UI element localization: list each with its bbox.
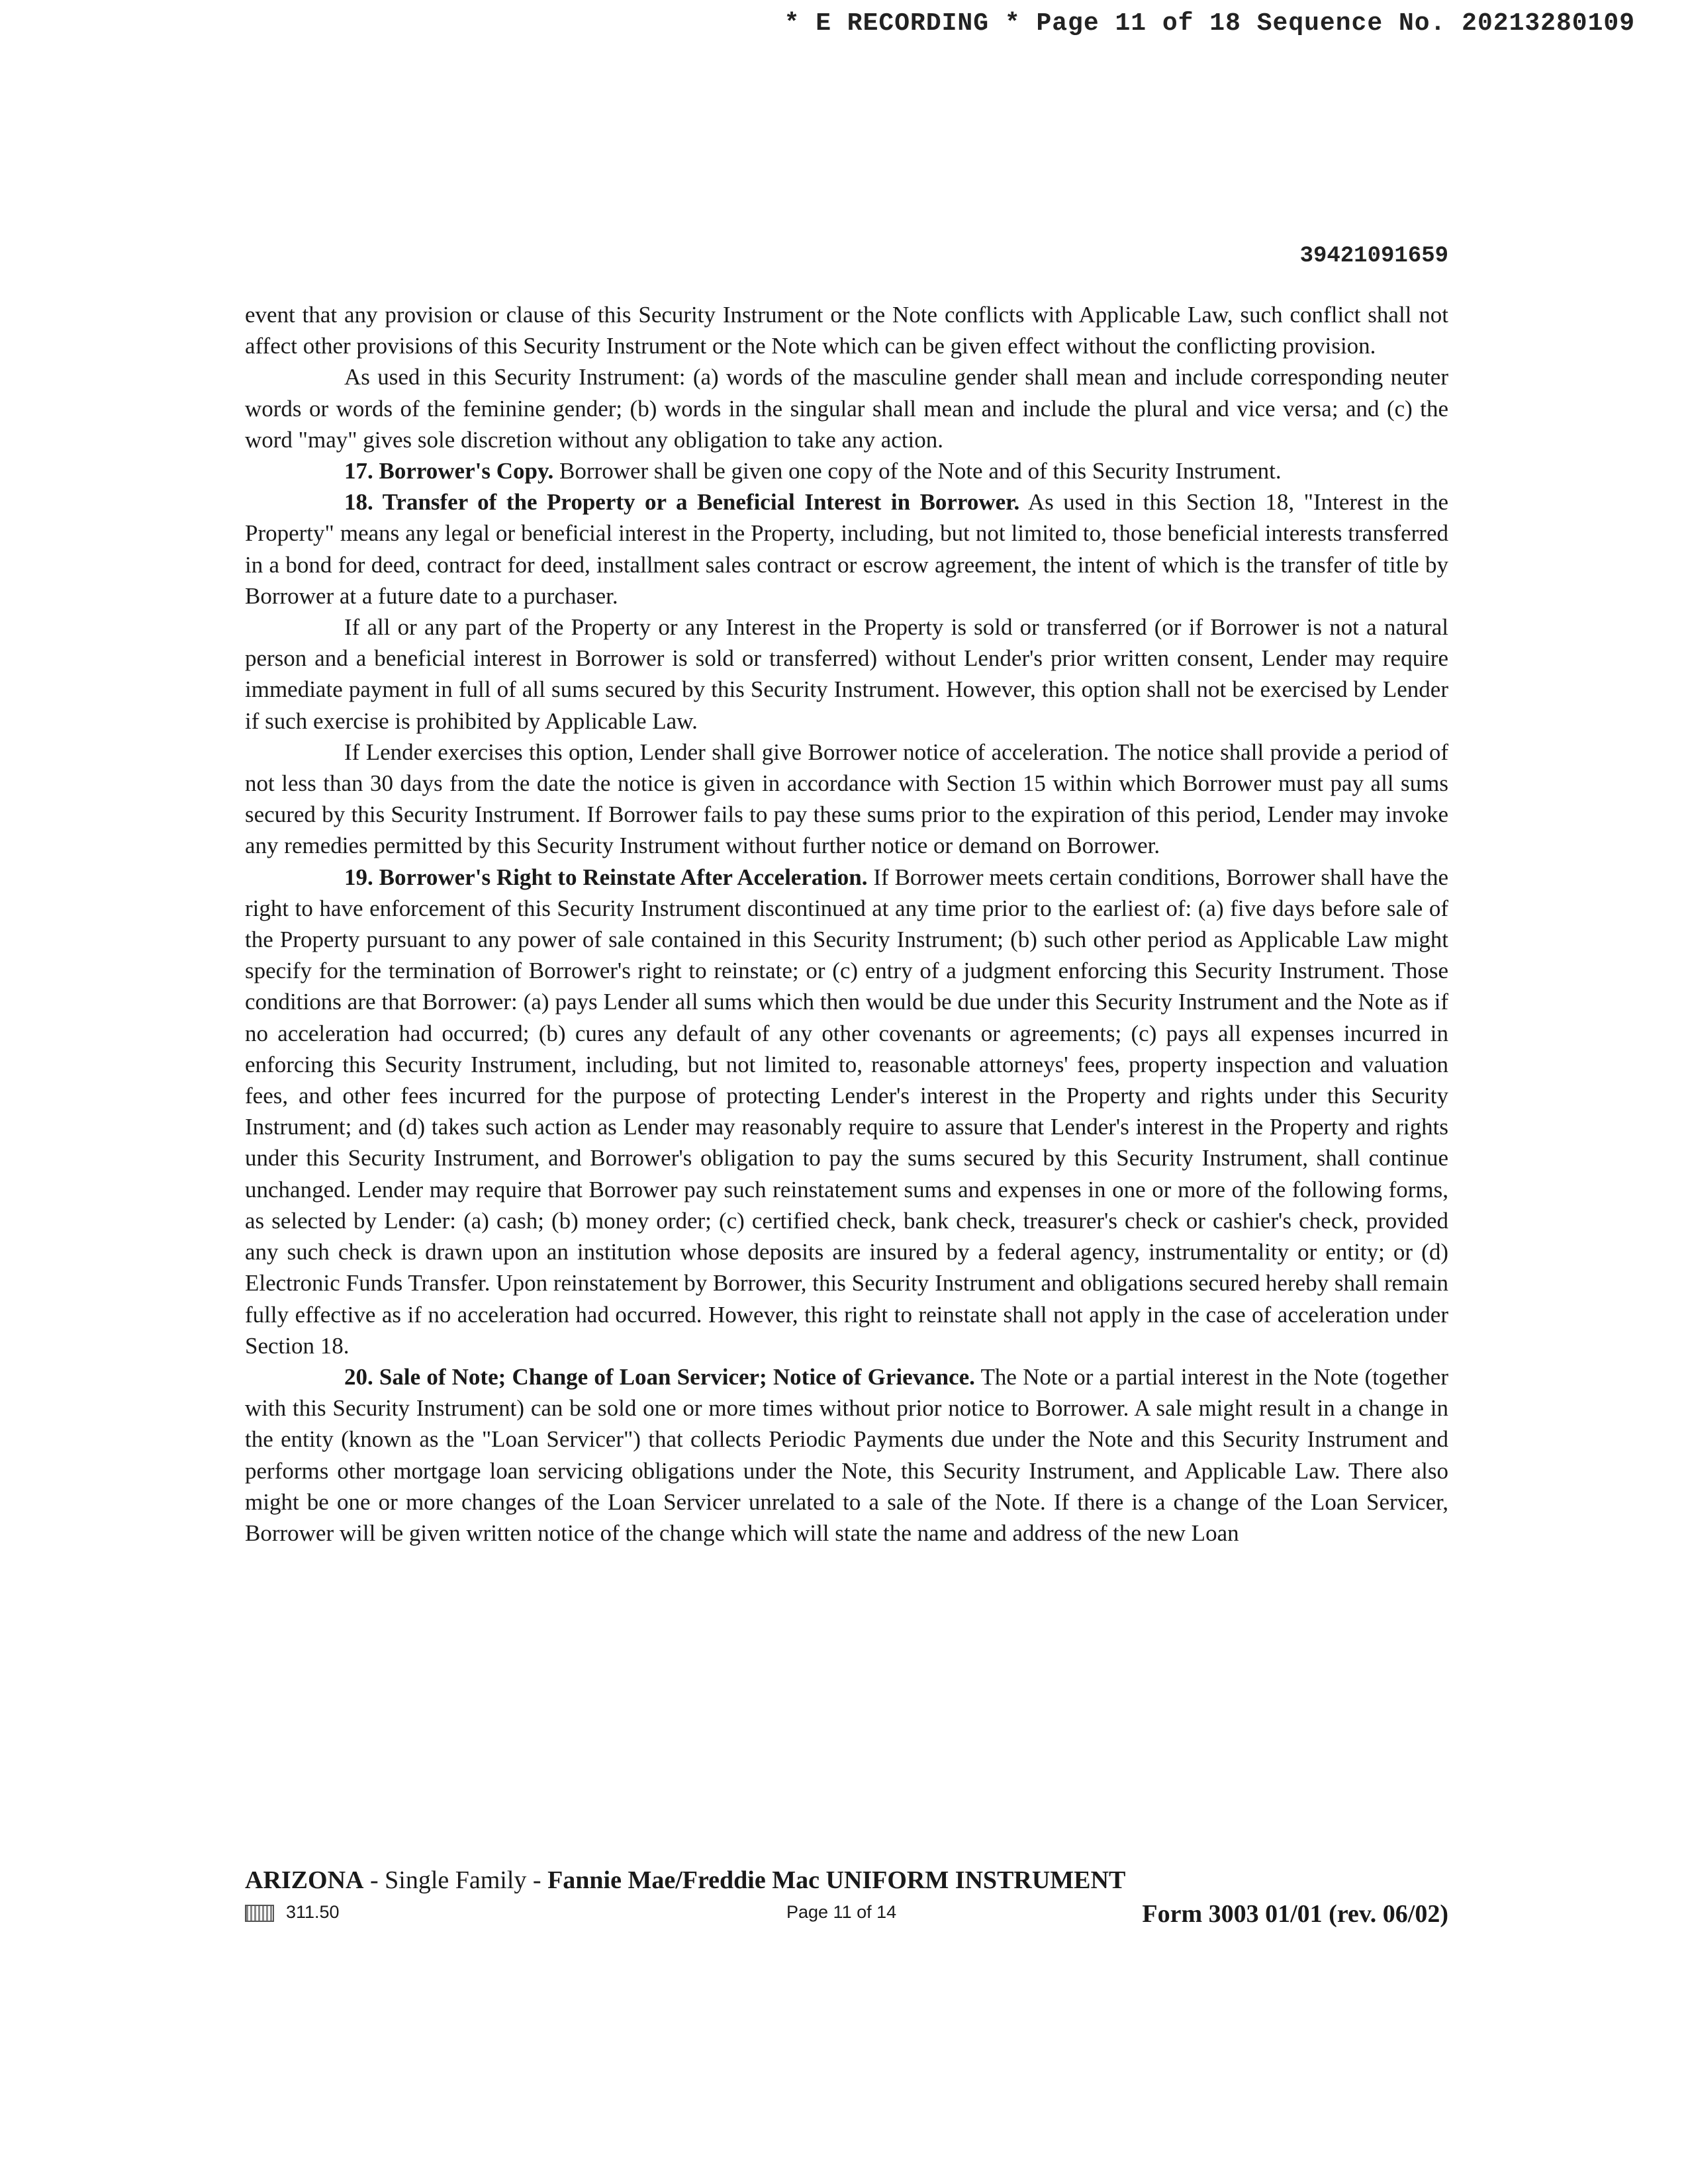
- footer-instrument: Fannie Mae/Freddie Mac UNIFORM INSTRUMENT: [547, 1866, 1126, 1894]
- section-19-right-to-reinstate: [245, 862, 1448, 1361]
- section-heading: 17. Borrower's Copy.: [344, 458, 554, 484]
- section-heading: 20. Sale of Note; Change of Loan Servicer; Notice of Grievance.: [344, 1363, 975, 1390]
- footer-state: ARIZONA: [245, 1866, 364, 1894]
- footer-code-number: 311.50: [286, 1902, 340, 1922]
- paragraph-sale-or-transfer: [245, 612, 1448, 737]
- loan-number: 39421091659: [1299, 244, 1448, 269]
- paragraph-text: If Lender exercises this option, Lender shall give Borrower notice of acceleration. The notice shall provide a period of not less than 30 days from the date the notice is given in accordance with Section 15 within which Borrower must pay all sums secured by this Security Instrument. If Borrower fails to pay these sums prior to the expiration of this period, Lender may invoke any remedies permitted by this Security Instrument without further notice or demand on Borrower.: [245, 739, 1448, 859]
- page-footer: [245, 1865, 1448, 1933]
- footer-form-number: Form 3003 01/01 (rev. 06/02): [1142, 1900, 1448, 1928]
- paragraph-text: Borrower shall be given one copy of the Note and of this Security Instrument.: [553, 458, 1282, 484]
- section-heading: 18. Transfer of the Property or a Beneficial Interest in Borrower.: [344, 489, 1020, 516]
- paragraph-gender-usage: [245, 361, 1448, 455]
- paragraph-conflict-continuation: [245, 299, 1448, 361]
- section-18-transfer-of-property: [245, 486, 1448, 612]
- footer-title: [245, 1865, 1448, 1895]
- footer-family-type: - Single Family -: [363, 1866, 548, 1894]
- section-heading: 19. Borrower's Right to Reinstate After Acceleration.: [344, 864, 868, 890]
- footer-row: [245, 1899, 1448, 1933]
- document-body: [245, 299, 1448, 1549]
- paragraph-text: If Borrower meets certain conditions, Borrower shall have the right to have enforcement of this Security Instrument discontinued at any time prior to the earliest of: (a) five days before sale of the Property pursuant to any power of sale contained in this Security Instrument; (b) such other period as Applicable Law might specify for the termination of Borrower's right to reinstate; or (c) entry of a judgment enforcing this Security Instrument. Those conditions are that Borrower: (a) pays Lender all sums which then would be due under this Security Instrument and the Note as if no acceleration had occurred; (b) cures any default of any other covenants or agreements; (c) pays all expenses incurred in enforcing this Security Instrument, including, but not limited to, reasonable attorneys' fees, property inspection and valuation fees, and other fees incurred for the purpose of protecting Lender's interest in the Property and rights under this Security Instrument; and (d) takes such action as Lender may reasonably require to assure that Lender's interest in the Property and rights under this Security Instrument, and Borrower's obligation to pay the sums secured by this Security Instrument, shall continue unchanged. Lender may require that Borrower pay such reinstatement sums and expenses in one or more of the following forms, as selected by Lender: (a) cash; (b) money order; (c) certified check, bank check, treasurer's check or cashier's check, provided any such check is drawn upon an institution whose deposits are insured by a federal agency, instrumentality or entity; or (d) Electronic Funds Transfer. Upon reinstatement by Borrower, this Security Instrument and obligations secured hereby shall remain fully effective as if no acceleration had occurred. However, this right to reinstate shall not apply in the case of acceleration under Section 18.: [245, 864, 1448, 1359]
- paragraph-text: event that any provision or clause of this Security Instrument or the Note conflicts with Applicable Law, such conflict shall not affect other provisions of this Security Instrument or the Note which can be given effect without the conflicting provision.: [245, 302, 1448, 359]
- footer-code: [245, 1902, 340, 1923]
- paragraph-text: If all or any part of the Property or any Interest in the Property is sold or transferred (or if Borrower is not a natural person and a beneficial interest in Borrower is sold or transferred) without Lender's prior written consent, Lender may require immediate payment in full of all sums secured by this Security Instrument. However, this option shall not be exercised by Lender if such exercise is prohibited by Applicable Law.: [245, 614, 1448, 734]
- footer-page-number: Page 11 of 14: [786, 1902, 897, 1922]
- paragraph-text: As used in this Security Instrument: (a) words of the masculine gender shall mean and include corresponding neuter words or words of the feminine gender; (b) words in the singular shall mean and include the plural and vice versa; and (c) the word "may" gives sole discretion without any obligation to take any action.: [245, 364, 1448, 453]
- paragraph-text: The Note or a partial interest in the Note (together with this Security Instrument) can be sold one or more times without prior notice to Borrower. A sale might result in a change in the entity (known as the "Loan Servicer") that collects Periodic Payments due under the Note and this Security Instrument and performs other mortgage loan servicing obligations under the Note, this Security Instrument, and Applicable Law. There also might be one or more changes of the Loan Servicer unrelated to a sale of the Note. If there is a change of the Loan Servicer, Borrower will be given written notice of the change which will state the name and address of the new Loan: [245, 1363, 1448, 1546]
- barcode-icon: [245, 1905, 274, 1922]
- paragraph-notice-of-acceleration: [245, 737, 1448, 862]
- section-20-sale-of-note: [245, 1361, 1448, 1549]
- recording-header: * E RECORDING * Page 11 of 18 Sequence No. 20213280109: [784, 9, 1635, 38]
- paragraph-text: As used in this Section 18, "Interest in the Property" means any legal or beneficial interest in the Property, including, but not limited to, those beneficial interests transferred in a bond for deed, contract for deed, installment sales contract or escrow agreement, the intent of which is the transfer of title by Borrower at a future date to a purchaser.: [245, 489, 1448, 609]
- section-17-borrowers-copy: [245, 455, 1448, 486]
